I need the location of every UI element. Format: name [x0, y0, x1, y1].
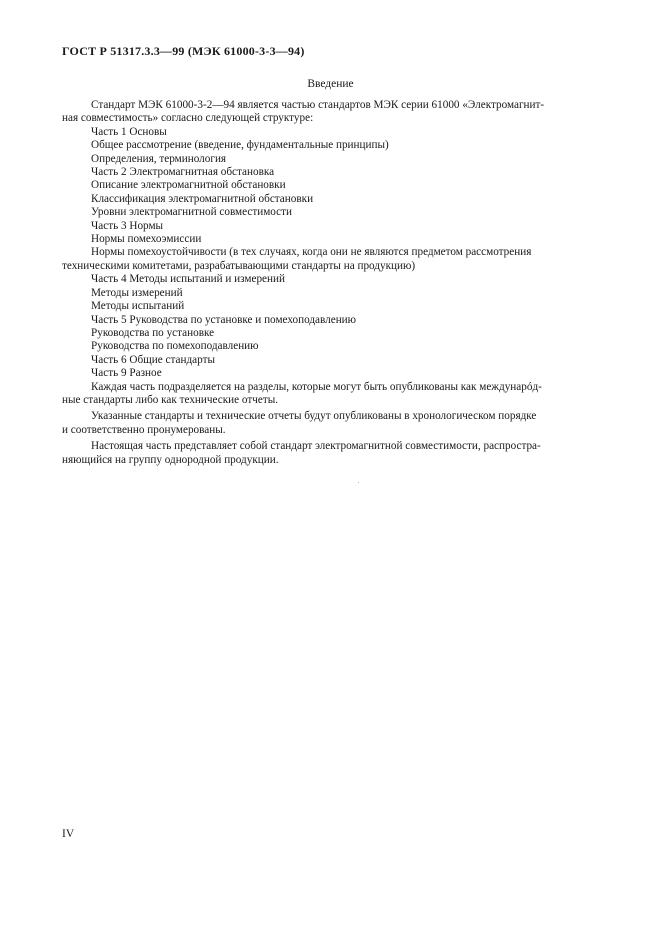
structure-item-description: Описание электромагнитной обстановки — [91, 179, 286, 192]
structure-item-part4: Часть 4 Методы испытаний и измерений — [91, 273, 285, 286]
structure-item-measurement: Методы измерений — [91, 286, 183, 299]
structure-item-installation: Руководства по установке — [91, 326, 215, 339]
section-body — [62, 99, 600, 467]
structure-item-immunity-line-2: техническими комитетами, разрабатывающими стандарты на продукцию) — [62, 259, 416, 272]
scan-speck — [358, 482, 359, 483]
structure-item-part5: Часть 5 Руководства по установке и помехоподавлению — [91, 313, 357, 326]
structure-item-definitions: Определения, терминология — [91, 152, 227, 165]
structure-item-emission: Нормы помехоэмиссии — [91, 233, 202, 246]
structure-item-part9: Часть 9 Разное — [91, 367, 162, 380]
paragraph-2-line-1: Указанные стандарты и технические отчеты будут опубликованы в хронологическом порядке — [91, 410, 537, 423]
section-title: Введение — [307, 78, 354, 90]
structure-item-part3: Часть 3 Нормы — [91, 219, 164, 232]
structure-item-part2: Часть 2 Электромагнитная обстановка — [91, 166, 275, 179]
structure-item-classification: Классификация электромагнитной обстановки — [91, 192, 314, 205]
structure-item-testing: Методы испытаний — [91, 300, 185, 313]
paragraph-3-line-2: няющийся на группу однородной продукции. — [62, 453, 279, 466]
structure-item-mitigation: Руководства по помехоподавлению — [91, 340, 259, 353]
page-number: IV — [62, 828, 75, 840]
paragraph-2-line-2: и соответственно пронумерованы. — [62, 423, 226, 436]
structure-item-part6: Часть 6 Общие стандарты — [91, 353, 215, 366]
intro-line-1: Стандарт МЭК 61000-3-2—94 является частью стандартов МЭК серии 61000 «Электромагнит- — [91, 99, 545, 111]
structure-item-general: Общее рассмотрение (введение, фундаментальные принципы) — [91, 139, 389, 152]
intro-line-2: ная совместимость» согласно следующей структуре: — [62, 112, 314, 125]
standard-designation: ГОСТ Р 51317.3.3—99 (МЭК 61000-3-3—94) — [62, 44, 305, 58]
paragraph-1-line-2: ные стандарты либо как технические отчеты. — [62, 393, 279, 406]
structure-item-levels: Уровни электромагнитной совместимости — [91, 206, 293, 219]
structure-item-part1: Часть 1 Основы — [91, 125, 167, 138]
structure-item-immunity-line-1: Нормы помехоустойчивости (в тех случаях, когда они не являются предметом рассмотрения — [91, 246, 532, 259]
paragraph-1-line-1: Каждая часть подразделяется на разделы, которые могут быть опубликованы как междунарóд- — [91, 380, 542, 393]
paragraph-3-line-1: Настоящая часть представляет собой стандарт электромагнитной совместимости, распростра- — [91, 440, 541, 453]
